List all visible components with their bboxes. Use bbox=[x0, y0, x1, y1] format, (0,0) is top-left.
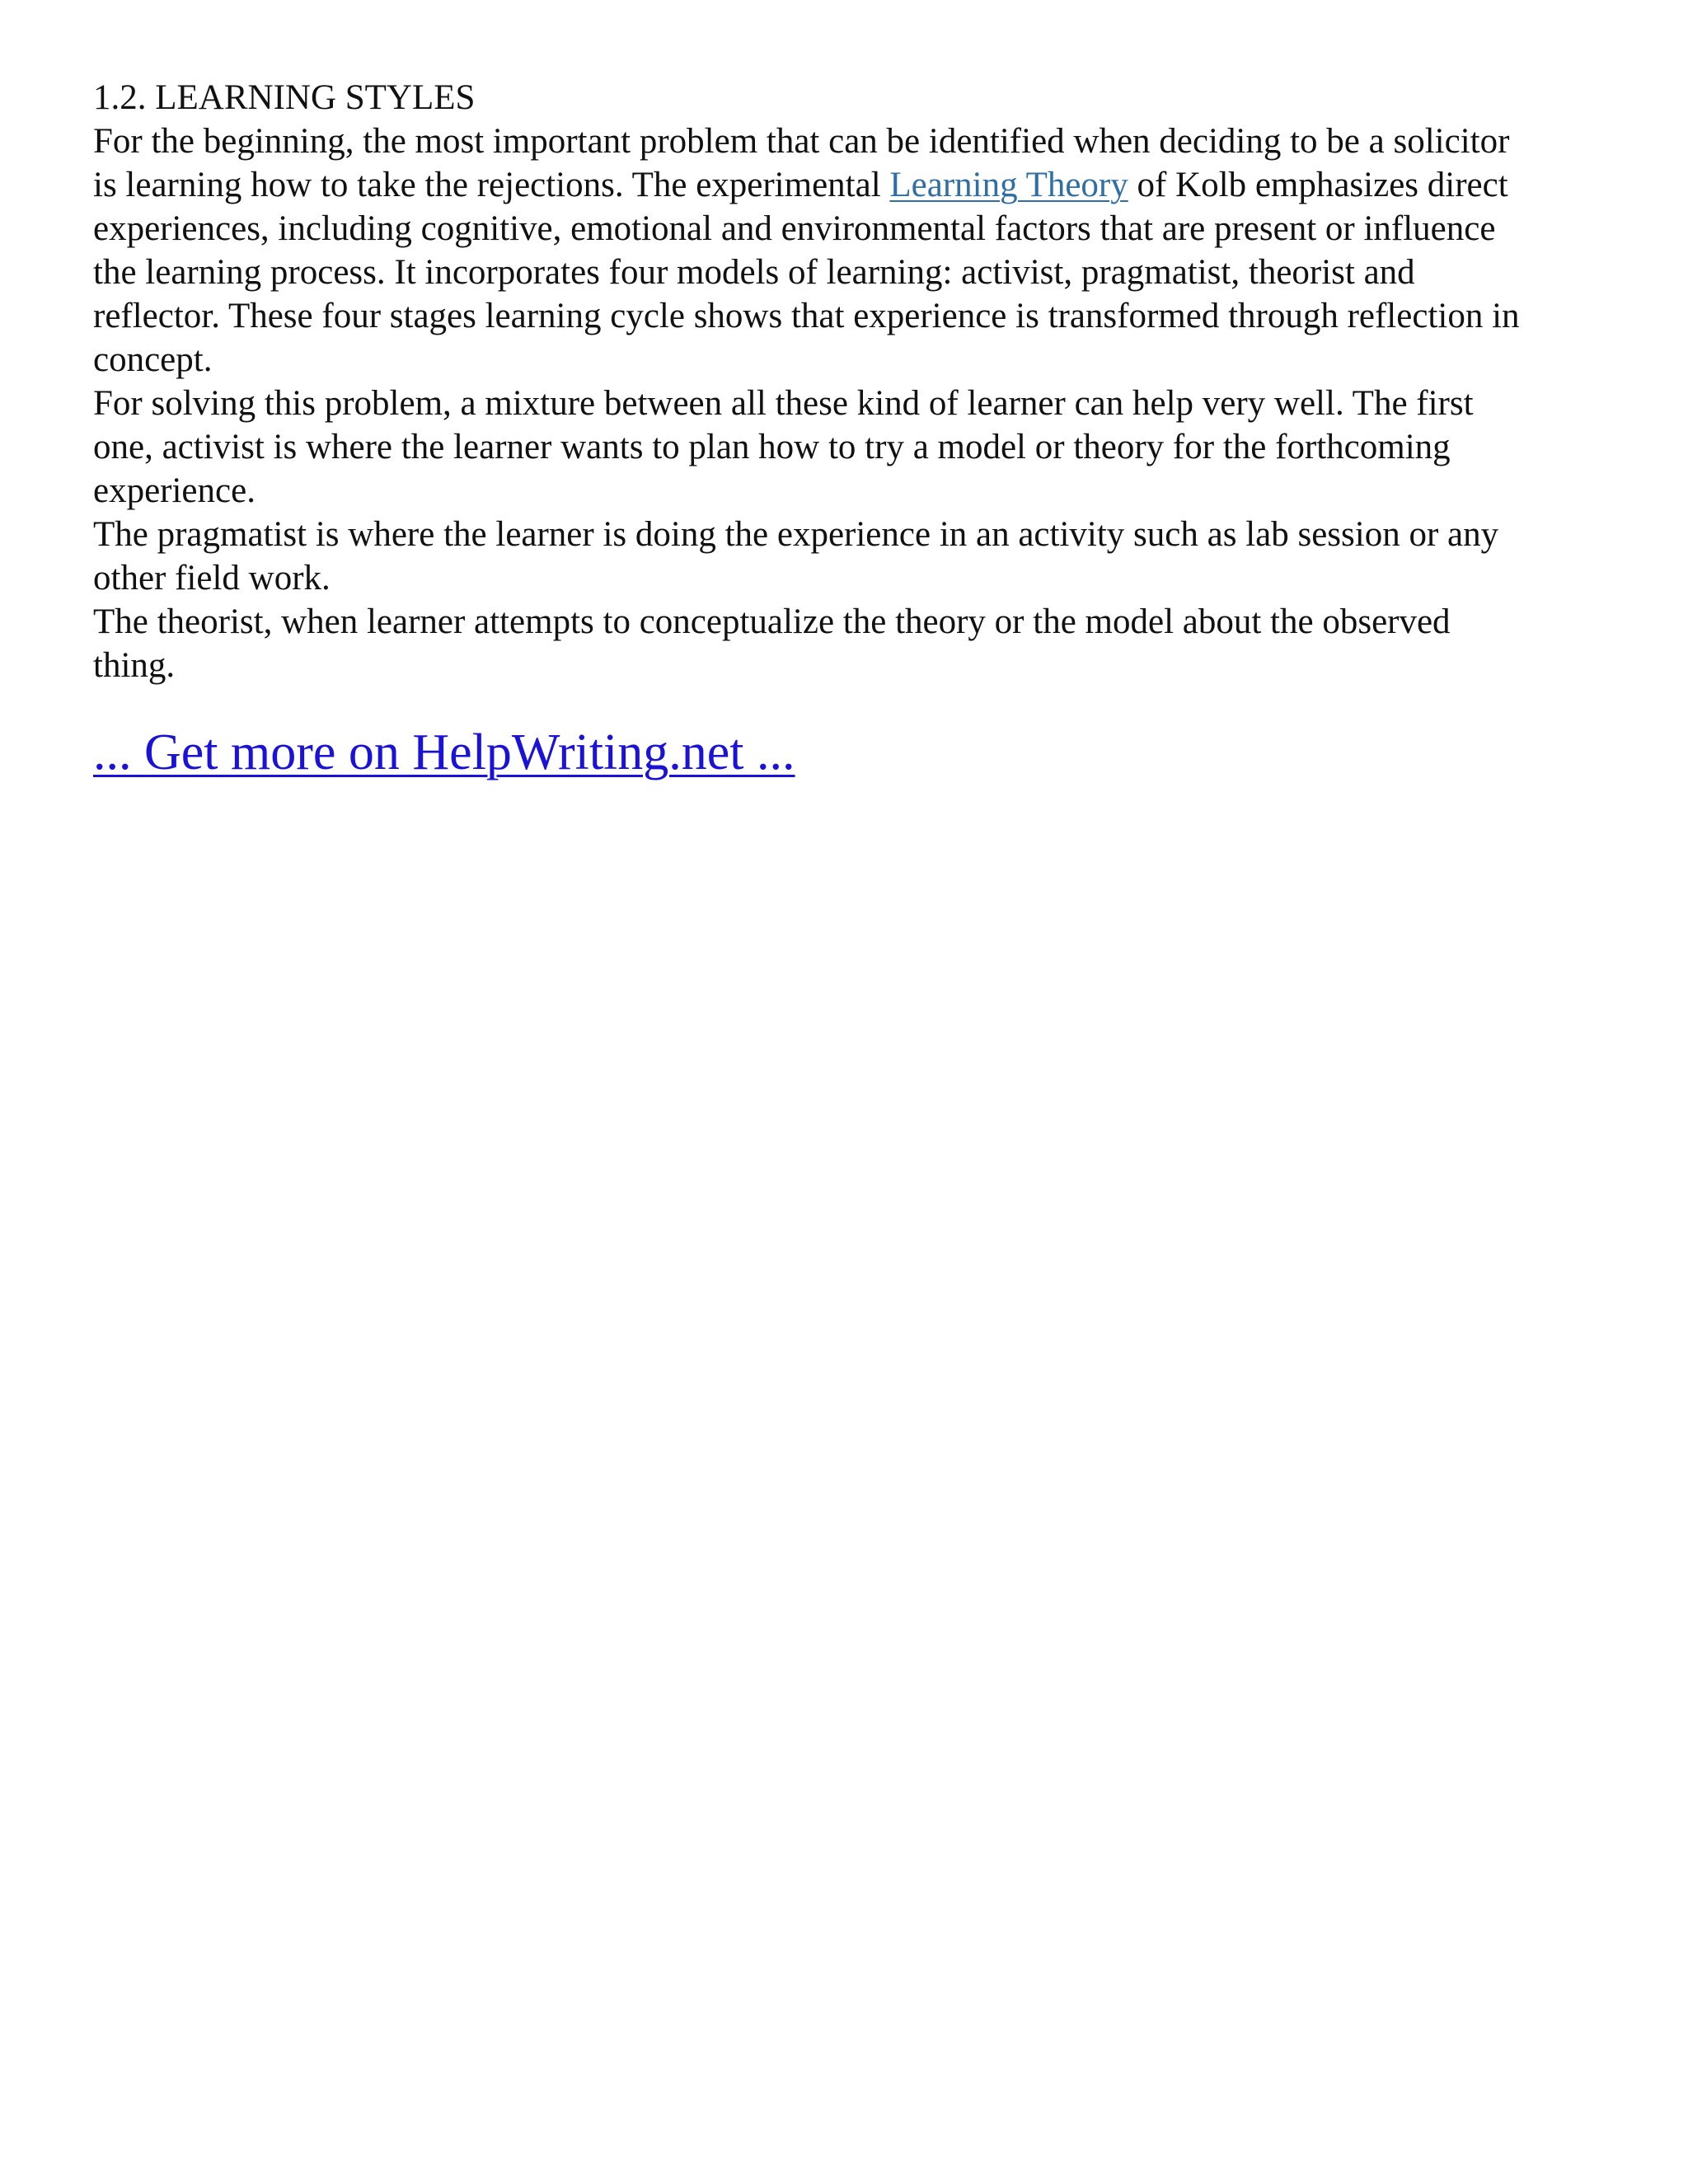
paragraph-line: one, activist is where the learner wants to plan how to try a model or theory for the forthcoming bbox=[93, 428, 1451, 466]
learning-theory-link[interactable]: Learning Theory bbox=[889, 166, 1128, 204]
document-page bbox=[93, 76, 1601, 782]
text-before-link: is learning how to take the rejections. The experimental bbox=[93, 166, 890, 204]
paragraph-line: thing. bbox=[93, 646, 176, 685]
paragraph-learning-theory bbox=[93, 120, 1601, 382]
paragraph-line: the learning process. It incorporates four models of learning: activist, pragmatist, theorist and bbox=[93, 253, 1415, 292]
paragraph-line: experience. bbox=[93, 471, 256, 510]
get-more-link[interactable]: ... Get more on HelpWriting.net ... bbox=[93, 724, 795, 780]
text-after-link: of Kolb emphasizes direct bbox=[1128, 166, 1508, 204]
paragraph-theorist bbox=[93, 600, 1601, 687]
paragraph-line: The pragmatist is where the learner is doing the experience in an activity such as lab session or any bbox=[93, 515, 1499, 554]
paragraph-line: concept. bbox=[93, 340, 213, 379]
paragraph-line: The theorist, when learner attempts to conceptualize the theory or the model about the observed bbox=[93, 602, 1451, 641]
paragraph-activist bbox=[93, 382, 1601, 513]
paragraph-pragmatist bbox=[93, 513, 1601, 600]
paragraph-line: experiences, including cognitive, emotional and environmental factors that are present or influence bbox=[93, 209, 1496, 248]
essay-excerpt bbox=[93, 76, 1601, 687]
paragraph-line: reflector. These four stages learning cycle shows that experience is transformed through reflection in bbox=[93, 297, 1520, 335]
paragraph-line-with-link bbox=[93, 163, 1601, 207]
paragraph-line: For solving this problem, a mixture between all these kind of learner can help very well. The first bbox=[93, 384, 1474, 423]
section-heading: 1.2. LEARNING STYLES bbox=[93, 78, 476, 117]
paragraph-line: other field work. bbox=[93, 559, 331, 598]
paragraph-line: For the beginning, the most important problem that can be identified when deciding to be a solicitor bbox=[93, 122, 1510, 161]
